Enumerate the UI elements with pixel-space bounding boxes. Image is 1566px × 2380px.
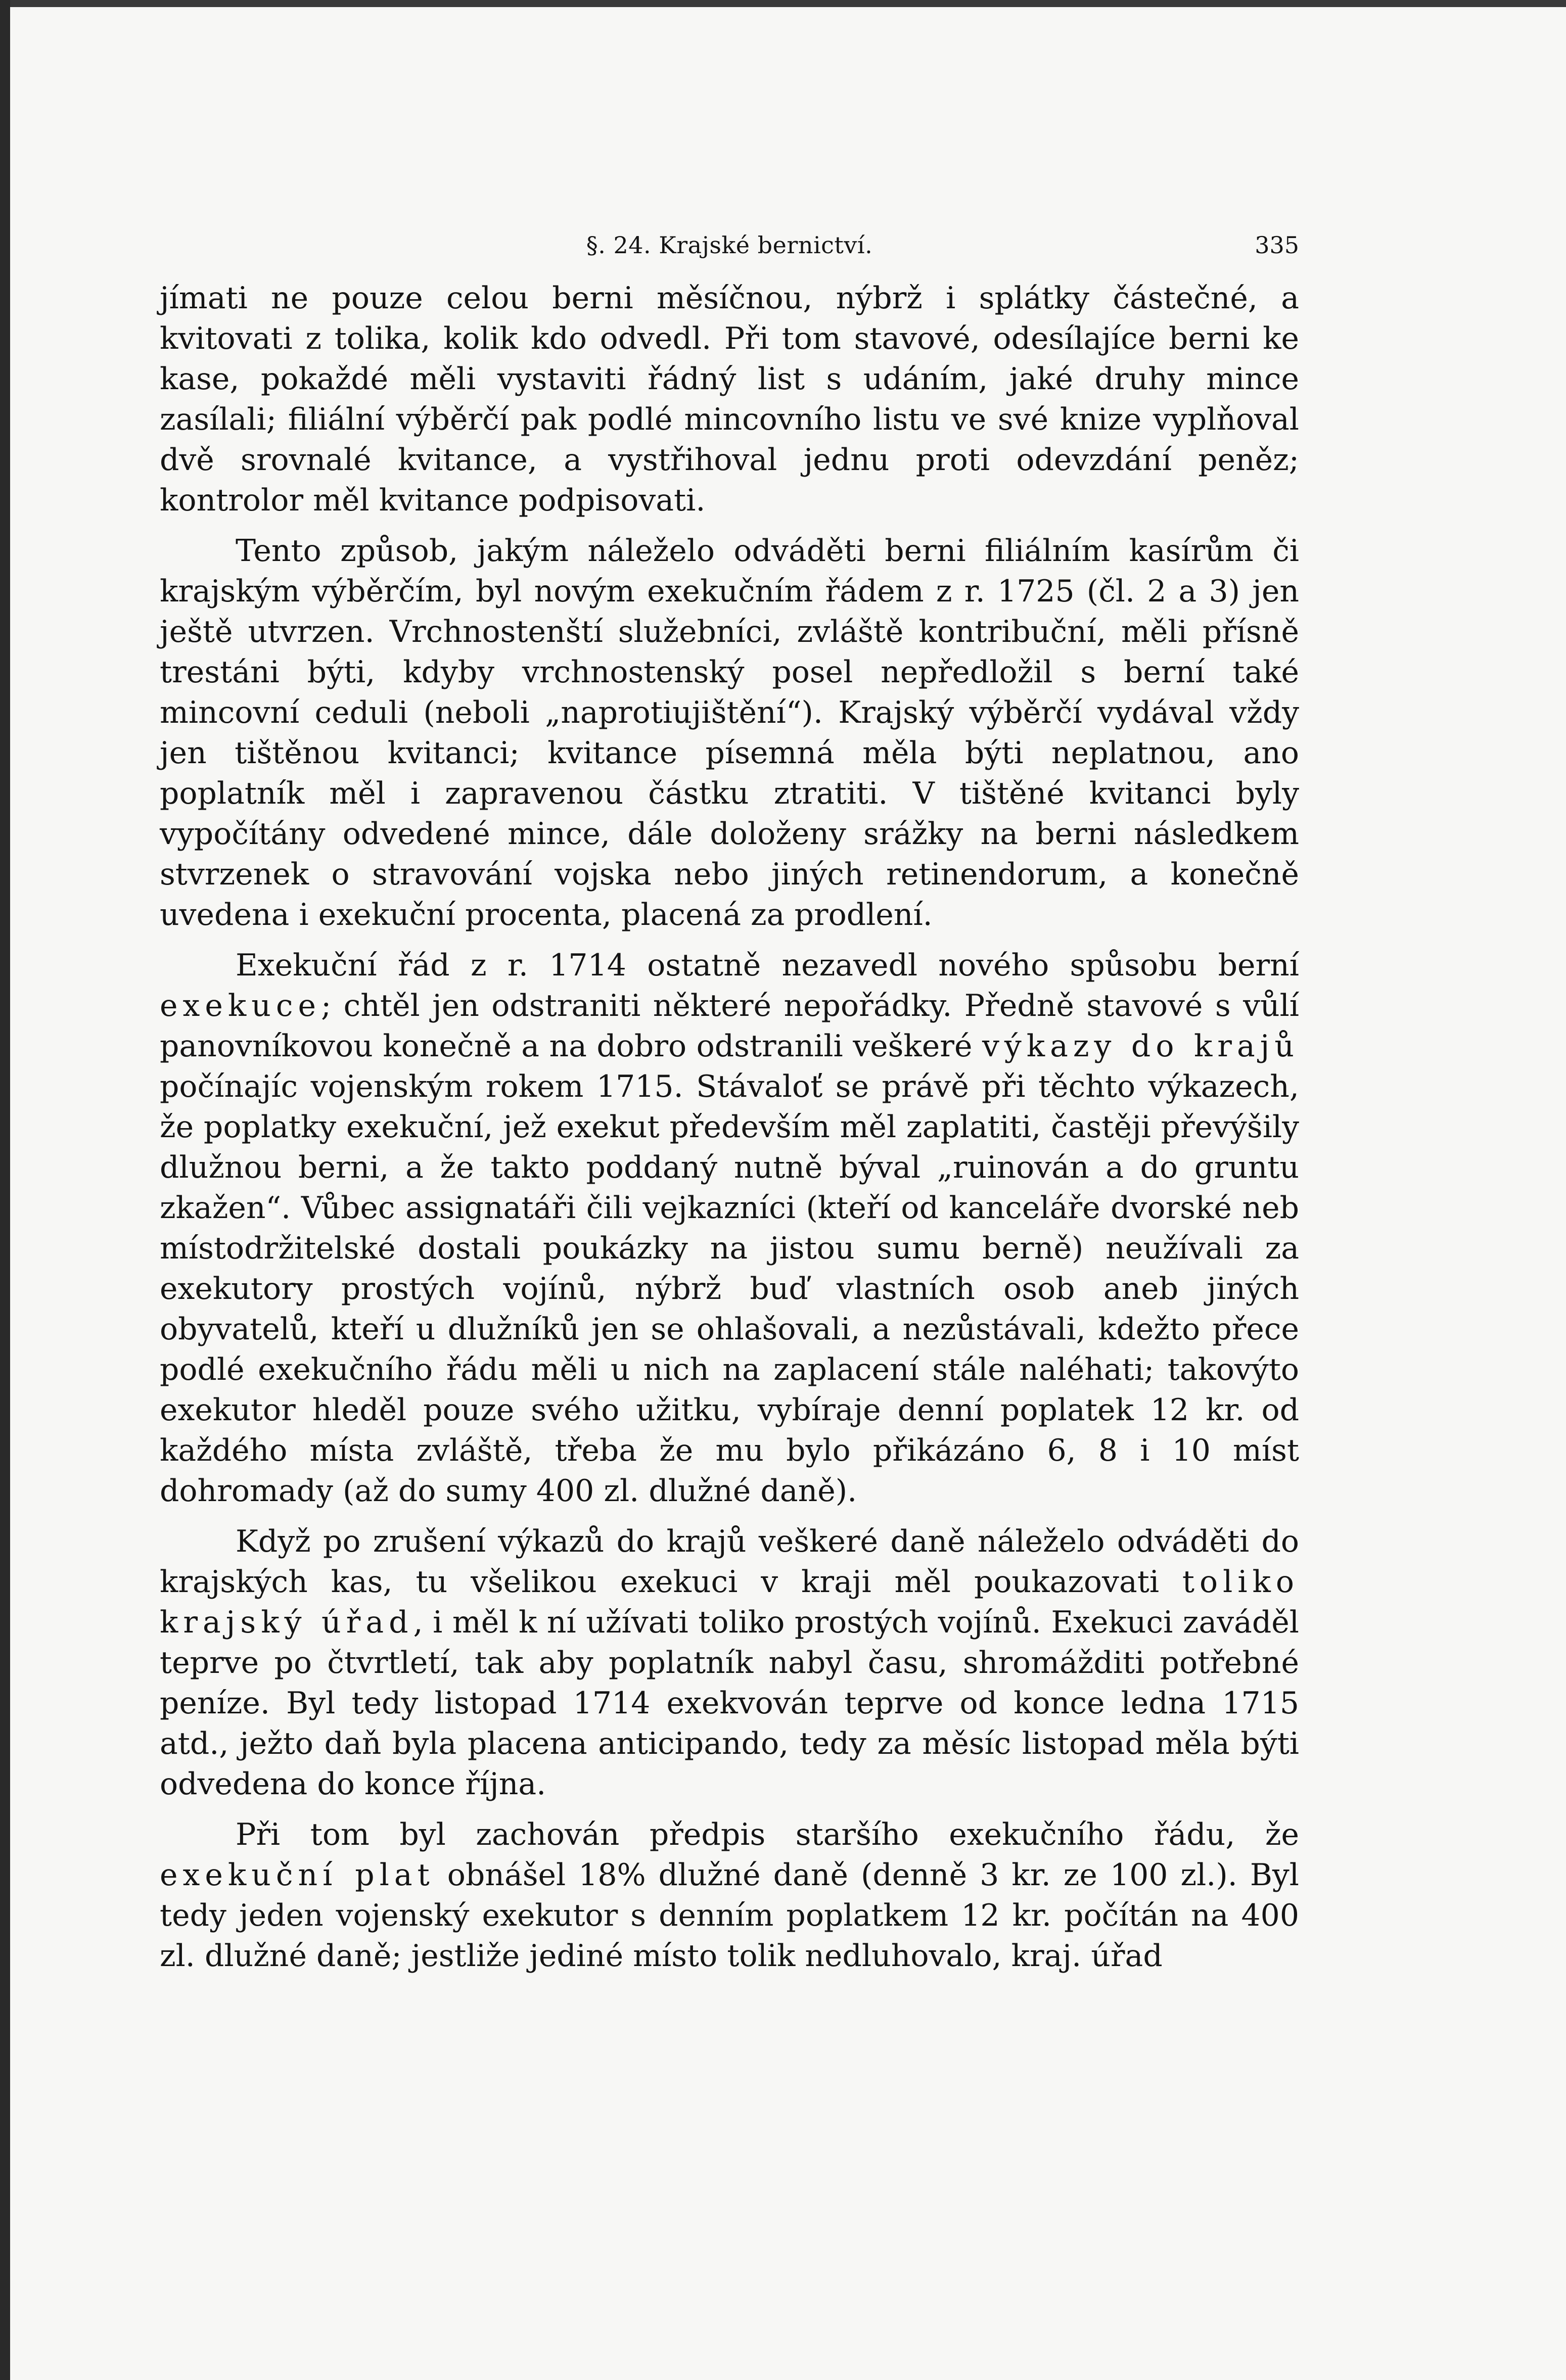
paragraph-2-segment-1: Tento způsob, jakým náleželo odváděti berni filiálním kasírům či krajským výběrčím, byl novým exekučním řádem z r. 1725 (čl. 2 a 3) jen ještě utvrzen. Vrchnostenští služebníci, zvláště kontribuční, měli přísně trestáni býti, kdyby vrchnostenský posel nepředložil s berní také mincovní ceduli (neboli „naprotiujištění“). Krajský výběrčí vydával vždy jen tištěnou kvitanci; kvitance písemná měla býti neplatnou, ano poplatník měl i zapravenou částku ztratiti. V tištěné kvitanci byly vypočítány odvedené mince, dále doloženy srážky na berni následkem stvrzenek o stravování vojska nebo jiných retinendorum, a konečně uvedena i exekuční procenta, placená za prodlení. [160, 533, 1299, 932]
spaced-emphasis-exekucni-plat: exekuční plat [160, 1857, 435, 1893]
paragraph-4-segment-1: Když po zrušení výkazů do krajů veškeré daně náleželo odváděti do krajských kas, tu všelikou exekuci v kraji měl poukazovati [160, 1524, 1299, 1600]
paragraph-3-segment-1: Exekuční řád z r. 1714 ostatně nezavedl nového spůsobu berní [236, 948, 1299, 983]
book-page [160, 217, 1299, 2340]
paragraph-5 [160, 1814, 1299, 1976]
spaced-emphasis-vykazy: výkazy do krajů [982, 1029, 1300, 1064]
paragraph-1 [160, 278, 1299, 521]
body-text [160, 278, 1299, 1976]
scan-edge-top [0, 0, 1566, 7]
paragraph-4-segment-3: , i měl k ní užívati toliko prostých vojínů. Exekuci zaváděl teprve po čtvrtletí, tak aby poplatník nabyl času, shromážditi potřebné peníze. Byl tedy listopad 1714 exekvován teprve od konce ledna 1715 atd., ježto daň byla placena anticipando, tedy za měsíc listopad měla býti odvedena do konce října. [160, 1605, 1299, 1802]
paragraph-1-segment-1: jímati ne pouze celou berni měsíčnou, nýbrž i splátky částečné, a kvitovati z tolika, kolik kdo odvedl. Při tom stavové, odesílajíce berni ke kase, pokaždé měli vystaviti řádný list s udáním, jaké druhy mince zasílali; filiální výběrčí pak podlé mincovního listu ve své knize vyplňoval dvě srovnalé kvitance, a vystřihoval jednu proti odevzdání peněz; kontrolor měl kvitance podpisovati. [160, 281, 1299, 518]
page-number: 335 [1255, 231, 1299, 259]
scan-edge-left [0, 0, 10, 2380]
running-head [160, 217, 1299, 273]
paragraph-5-segment-3: obnášel 18% dlužné daně (denně 3 kr. ze 100 zl.). Byl tedy jeden vojenský exekutor s denním poplatkem 12 kr. počítán na 400 zl. dlužné daně; jestliže jediné místo tolik nedluhovalo, kraj. úřad [160, 1857, 1299, 1974]
paragraph-3-segment-3: ; chtěl jen odstraniti některé nepořádky. Předně stavové s vůlí panovníkovou konečně a na dobro odstranili veškeré [160, 988, 1299, 1064]
running-title: §. 24. Krajské bernictví. [586, 231, 873, 259]
paragraph-3-segment-5: počínajíc vojenským rokem 1715. Stávaloť se právě při těchto výkazech, že poplatky exekuční, jež exekut především měl zaplatiti, častěji převýšily dlužnou berni, a že takto poddaný nutně býval „ruinován a do gruntu zkažen“. Vůbec assignatáři čili vejkazníci (kteří od kanceláře dvorské neb místodržitelské dostali poukázky na jistou sumu berně) neužívali za exekutory prostých vojínů, nýbrž buď vlastních osob aneb jiných obyvatelů, kteří u dlužníků jen se ohlašovali, a nezůstávali, kdežto přece podlé exekučního řádu měli u nich na zaplacení stále naléhati; takovýto exekutor hleděl pouze svého užitku, vybíraje denní poplatek 12 kr. od každého místa zvláště, třeba že mu bylo přikázáno 6, 8 i 10 míst dohromady (až do sumy 400 zl. dlužné daně). [160, 1069, 1299, 1509]
paragraph-2 [160, 531, 1299, 935]
paragraph-5-segment-1: Při tom byl zachován předpis staršího exekučního řádu, že [236, 1817, 1299, 1852]
spaced-emphasis-krajsky-urad: toliko krajský úřad [160, 1564, 1299, 1640]
paragraph-3 [160, 945, 1299, 1511]
spaced-emphasis-exekuce: exekuce [160, 988, 321, 1023]
paragraph-4 [160, 1521, 1299, 1804]
